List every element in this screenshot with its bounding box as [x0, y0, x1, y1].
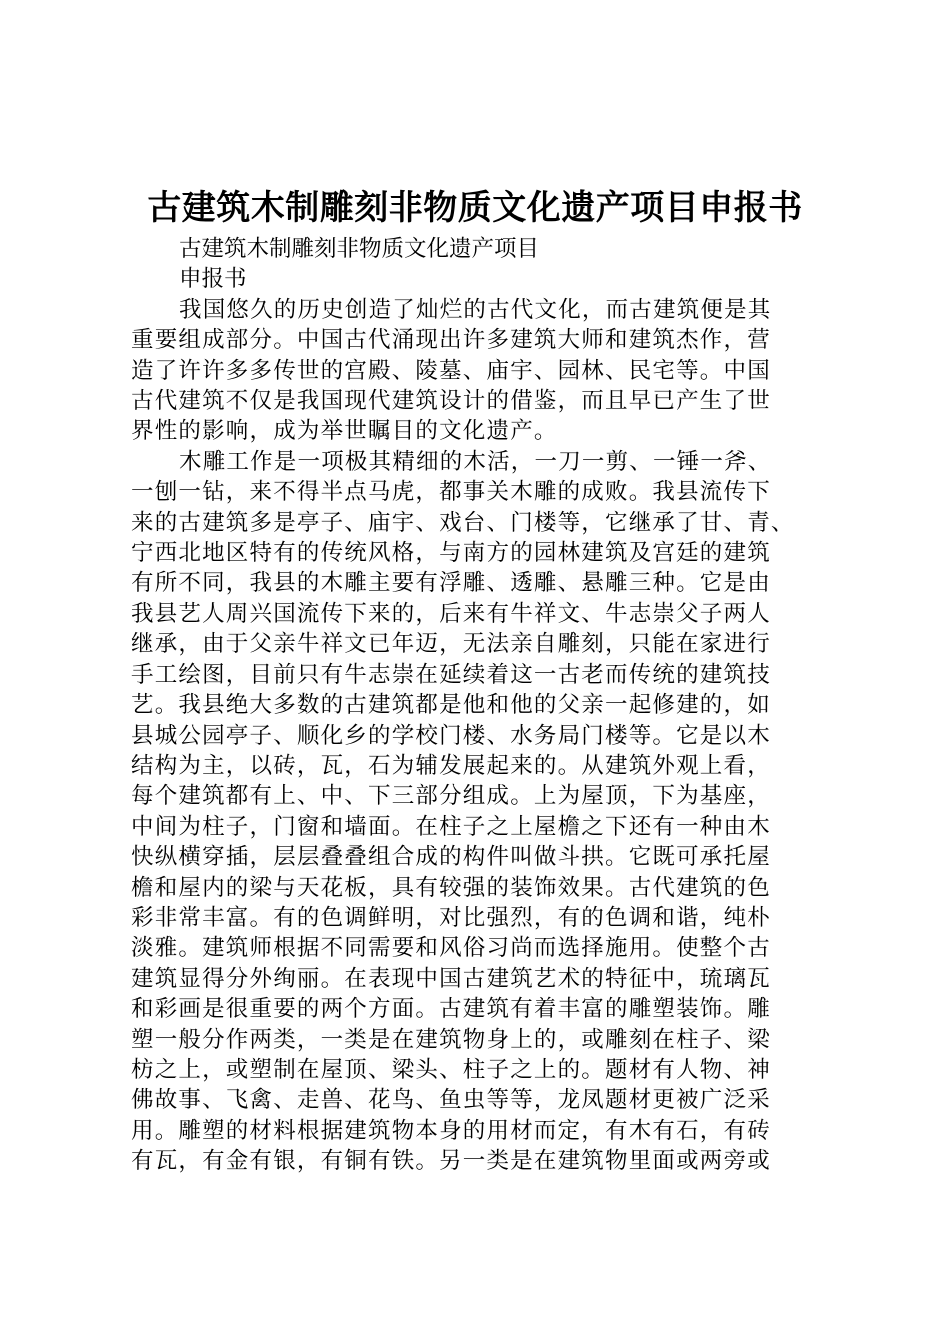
- text-line: 造了许许多多传世的宫殿、陵墓、庙宇、园林、民宅等。中国: [131, 357, 771, 384]
- text-line: 艺。我县绝大多数的古建筑都是他和他的父亲一起修建的，如: [131, 692, 771, 719]
- text-line: 用。雕塑的材料根据建筑物本身的用材而定，有木有石，有砖: [131, 1117, 771, 1144]
- subtitle-line-2: 申报书: [179, 266, 247, 293]
- text-line: 来的古建筑多是亭子、庙宇、戏台、门楼等，它继承了甘、青、: [131, 509, 795, 536]
- paragraph-history: [131, 295, 831, 447]
- subtitle-line-1: 古建筑木制雕刻非物质文化遗产项目: [179, 236, 540, 262]
- text-line: 我县艺人周兴国流传下来的，后来有牛祥文、牛志崇父子两人: [131, 600, 771, 627]
- text-line: 重要组成部分。中国古代涌现出许多建筑大师和建筑杰作，营: [131, 327, 771, 354]
- text-line: 宁西北地区特有的传统风格，与南方的园林建筑及宫廷的建筑: [131, 540, 771, 567]
- text-line: 木雕工作是一项极其精细的木活，一刀一剪、一锤一斧、: [179, 448, 772, 475]
- text-line: 建筑显得分外绚丽。在表现中国古建筑艺术的特征中，琉璃瓦: [131, 965, 771, 992]
- text-line: 界性的影响，成为举世瞩目的文化遗产。: [131, 418, 558, 445]
- text-line: 结构为主，以砖，瓦，石为辅发展起来的。从建筑外观上看，: [131, 752, 771, 779]
- text-line: 古代建筑不仅是我国现代建筑设计的借鉴，而且早已产生了世: [131, 388, 771, 415]
- text-line: 佛故事、飞禽、走兽、花鸟、鱼虫等等，龙凤题材更被广泛采: [131, 1087, 771, 1114]
- text-line: 中间为柱子，门窗和墙面。在柱子之上屋檐之下还有一种由木: [131, 813, 771, 840]
- text-line: 彩非常丰富。有的色调鲜明，对比强烈，有的色调和谐，纯朴: [131, 904, 771, 931]
- text-line: 每个建筑都有上、中、下三部分组成。上为屋顶，下为基座，: [131, 783, 771, 810]
- text-line: 县城公园亭子、顺化乡的学校门楼、水务局门楼等。它是以木: [131, 722, 771, 749]
- text-line: 继承，由于父亲牛祥文已年迈，无法亲自雕刻，只能在家进行: [131, 631, 771, 658]
- text-line: 手工绘图，目前只有牛志崇在延续着这一古老而传统的建筑技: [131, 661, 771, 688]
- text-line: 枋之上，或塑制在屋顶、梁头、柱子之上的。题材有人物、神: [131, 1056, 771, 1083]
- text-line: 有所不同，我县的木雕主要有浮雕、透雕、悬雕三种。它是由: [131, 570, 771, 597]
- text-line: 快纵横穿插，层层叠叠组合成的构件叫做斗拱。它既可承托屋: [131, 844, 771, 871]
- paragraph-woodcarving: [131, 447, 831, 1177]
- document-body: [131, 234, 831, 1177]
- text-line: 淡雅。建筑师根据不同需要和风俗习尚而选择施用。使整个古: [131, 935, 771, 962]
- text-line: 塑一般分作两类，一类是在建筑物身上的，或雕刻在柱子、梁: [131, 1026, 771, 1053]
- text-line: 我国悠久的历史创造了灿烂的古代文化，而古建筑便是其: [179, 296, 772, 323]
- document-title: 古建筑木制雕刻非物质文化遗产项目申报书: [147, 188, 803, 228]
- text-line: 有瓦，有金有银，有铜有铁。另一类是在建筑物里面或两旁或: [131, 1148, 771, 1175]
- text-line: 檐和屋内的梁与天花板，具有较强的装饰效果。古代建筑的色: [131, 874, 771, 901]
- text-line: 一刨一钻，来不得半点马虎，都事关木雕的成败。我县流传下: [131, 479, 771, 506]
- text-line: 和彩画是很重要的两个方面。古建筑有着丰富的雕塑装饰。雕: [131, 996, 771, 1023]
